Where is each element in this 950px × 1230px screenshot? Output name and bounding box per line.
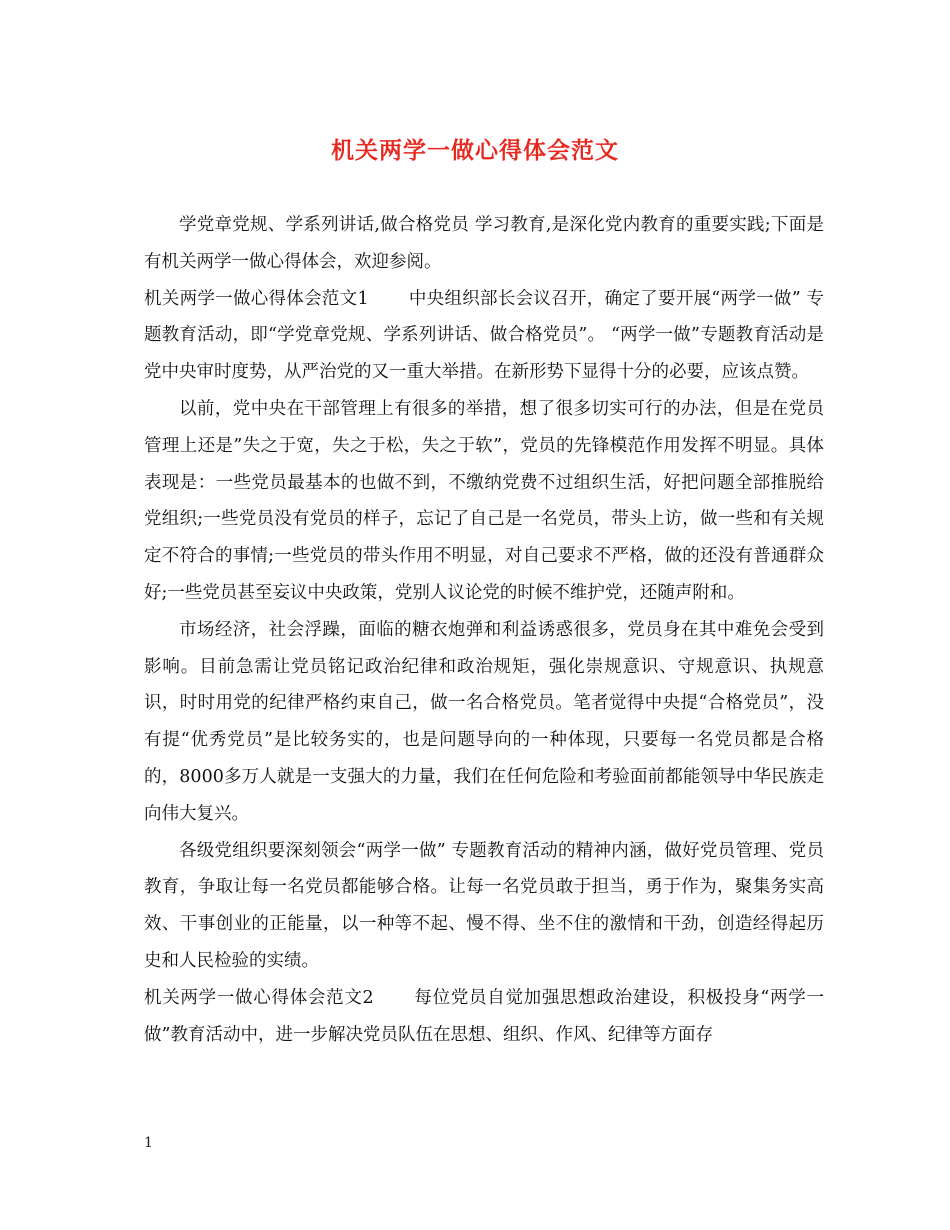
document-title: 机关两学一做心得体会范文 xyxy=(331,137,619,164)
section-1-heading: 机关两学一做心得体会范文1 xyxy=(144,288,369,309)
section-1-paragraph-4: 各级党组织要深刻领会“两学一做” 专题教育活动的精神内涵，做好党员管理、党员教育，争取让每一名党员都能够合格。让每一名党员敢于担当，勇于作为，聚集务实高效、干事创业的正能量，以一种等不起、慢不得、坐不住的激情和干劲，创造经得起历史和人民检验的实绩。 xyxy=(144,840,824,971)
section-2-first-paragraph: 每位党员自觉加强思想政治建设，积极投身“两学一做”教育活动中，进一步解决党员队伍在思想、组织、作风、纪律等方面存 xyxy=(144,987,824,1045)
intro-paragraph: 学党章党规、学系列讲话,做合格党员 学习教育,是深化党内教育的重要实践;下面是有机关两学一做心得体会，欢迎参阅。 xyxy=(144,215,824,272)
section-1-paragraph-3: 市场经济，社会浮躁，面临的糖衣炮弹和利益诱惑很多，党员身在其中难免会受到影响。目前急需让党员铭记政治纪律和政治规矩，强化崇规意识、守规意识、执规意识，时时用党的纪律严格约束自己，做一名合格党员。笔者觉得中央提“合格党员”，没有提“优秀党员”是比较务实的，也是问题导向的一种体现，只要每一名党员都是合格的，8000多万人就是一支强大的力量，我们在任何危险和考验面前都能领导中华民族走向伟大复兴。 xyxy=(144,619,824,824)
section-2-opening xyxy=(144,980,824,1054)
section-2-heading: 机关两学一做心得体会范文2 xyxy=(144,987,374,1008)
document-body xyxy=(144,207,824,1053)
section-1-opening xyxy=(144,281,824,391)
section-1-first-paragraph: 中央组织部长会议召开，确定了要开展“两学一做” 专题教育活动，即“学党章党规、学系列讲话、做合格党员”。 “两学一做”专题教育活动是党中央审时度势，从严治党的又一重大举措。在新形势下显得十分的必要，应该点赞。 xyxy=(144,288,824,383)
section-1-paragraph-2: 以前，党中央在干部管理上有很多的举措，想了很多切实可行的办法，但是在党员管理上还是”失之于宽，失之于松，失之于软”，党员的先锋模范作用发挥不明显。具体表现是：一些党员最基本的也做不到，不缴纳党费不过组织生活，好把问题全部推脱给党组织;一些党员没有党员的样子，忘记了自己是一名党员，带头上访，做一些和有关规定不符合的事情;一些党员的带头作用不明显，对自己要求不严格，做的还没有普通群众好;一些党员甚至妄议中央政策，党别人议论党的时候不维护党，还随声附和。 xyxy=(144,398,824,603)
page-number: 1 xyxy=(144,1135,153,1151)
